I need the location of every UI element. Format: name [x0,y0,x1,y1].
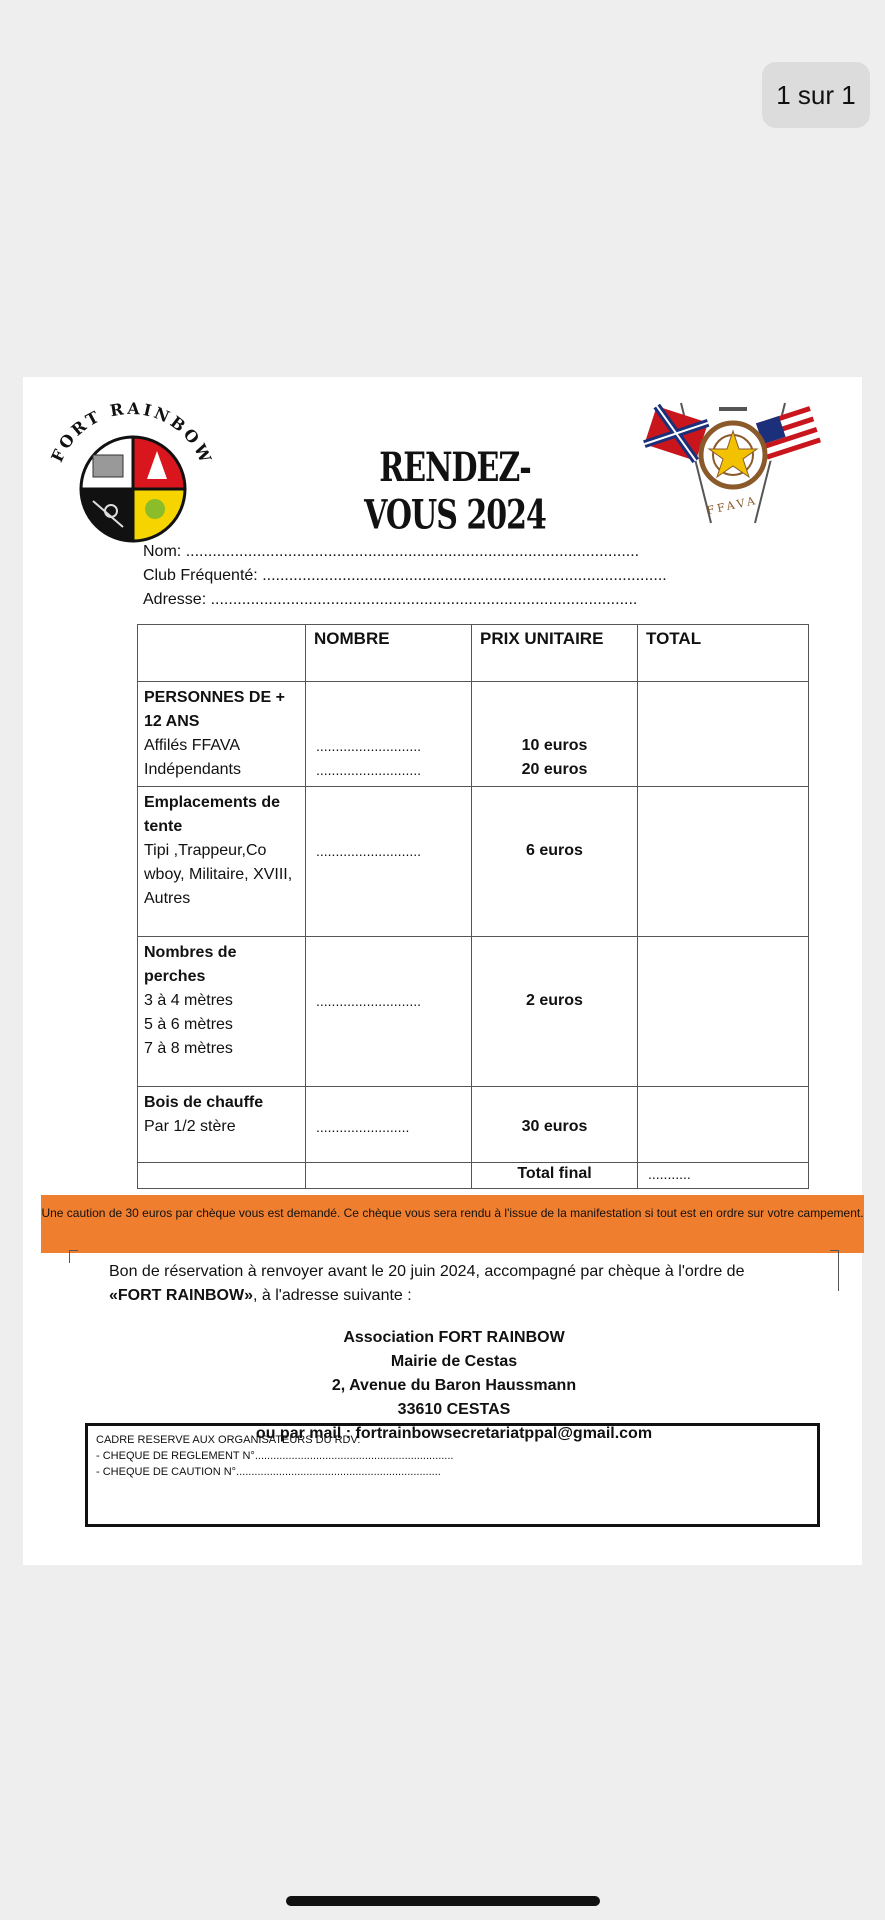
reservation-line1: Bon de réservation à renvoyer avant le 20 juin 2024, accompagné par chèque à l'ordre de [109,1263,745,1280]
unit-price: 30 euros [521,1118,588,1135]
logo-right-text: FFAVA [705,493,759,518]
address-line: 2, Avenue du Baron Haussmann [331,1377,577,1394]
deposit-notice: Une caution de 30 euros par chèque vous est demandé. Ce chèque vous sera rendu à l'issue de la manifestation si tout est en ordre sur votre campement. [41,1195,864,1253]
home-indicator[interactable] [286,1896,600,1906]
field-adresse-label: Adresse: [143,591,207,608]
total-final-value[interactable]: ........... [648,1166,691,1182]
section-title: Bois de chauffe [144,1094,264,1111]
field-adresse[interactable] [143,591,637,609]
unit-price: 2 euros [526,992,583,1009]
reservation-org-name: «FORT RAINBOW» [109,1287,253,1304]
address-line: Association FORT RAINBOW [343,1329,565,1346]
quantity-input[interactable]: ........................... [316,993,422,1009]
logo-left-text: FORT RAINBOW [47,398,217,469]
reservation-text [109,1260,829,1308]
section-line: 5 à 6 mètres [144,1016,233,1033]
field-club[interactable] [143,567,667,585]
total-cell[interactable] [638,937,809,1087]
total-cell[interactable] [638,787,809,937]
table-row [138,937,809,1087]
quantity-input[interactable]: ........................... [316,843,422,859]
table-header-row [138,625,809,682]
address-line: Mairie de Cestas [390,1353,518,1370]
section-line: Affilés FFAVA [144,737,241,754]
document-page [23,377,862,1565]
field-club-label: Club Fréquenté: [143,567,258,584]
section-title: Emplacements de tente [144,794,281,835]
quantity-input[interactable]: ........................ [316,1119,410,1135]
document-title: RENDEZ-VOUS 2024 [364,444,546,540]
organizers-box [85,1423,820,1527]
field-nom[interactable] [143,543,639,561]
organizers-title: CADRE RESERVE AUX ORGANISATEURS DU RDV: [96,1434,361,1446]
quantity-input[interactable]: ........................... [316,762,422,778]
address-line: 33610 CESTAS [397,1401,511,1418]
ffava-logo [641,395,825,527]
total-cell[interactable] [638,682,809,787]
field-club-dots: ........................................................................................... [262,567,667,584]
section-line: 7 à 8 mètres [144,1040,233,1057]
total-cell[interactable] [638,1087,809,1163]
section-line: Par 1/2 stère [144,1118,236,1135]
table-row [138,682,809,787]
table-header-empty [138,625,306,682]
section-title: Nombres de perches [144,944,237,985]
table-row [138,1087,809,1163]
field-nom-label: Nom: [143,543,182,560]
contact-email[interactable]: ou par mail : fortrainbowsecretariatppal@gmail.com [255,1425,653,1442]
table-row [138,787,809,937]
table-header-total: TOTAL [638,625,809,682]
reservation-line2-rest: , à l'adresse suivante : [253,1287,412,1304]
rates-table [137,624,809,1189]
field-adresse-dots: ................................................................................................ [210,591,638,608]
total-row [138,1163,809,1189]
total-final-label: Total final [517,1165,592,1182]
section-line: Tipi ,Trappeur,Co wboy, Militaire, XVIII, Autres [144,842,293,907]
organizers-line[interactable]: - CHEQUE DE CAUTION N°................................................................... [96,1466,441,1478]
fort-rainbow-logo [37,397,227,547]
unit-price: 20 euros [521,761,588,778]
section-line: 3 à 4 mètres [144,992,233,1009]
table-header-nombre: NOMBRE [306,625,472,682]
unit-price: 6 euros [526,842,583,859]
unit-price: 10 euros [521,737,588,754]
page-counter: 1 sur 1 [762,62,870,128]
section-title: PERSONNES DE + 12 ANS [144,689,285,730]
table-header-prix: PRIX UNITAIRE [472,625,638,682]
field-nom-dots: ...................................................................................................... [185,543,640,560]
quantity-input[interactable]: ........................... [316,738,422,754]
section-line: Indépendants [144,761,241,778]
organizers-line[interactable]: - CHEQUE DE REGLEMENT N°................................................................. [96,1450,454,1462]
